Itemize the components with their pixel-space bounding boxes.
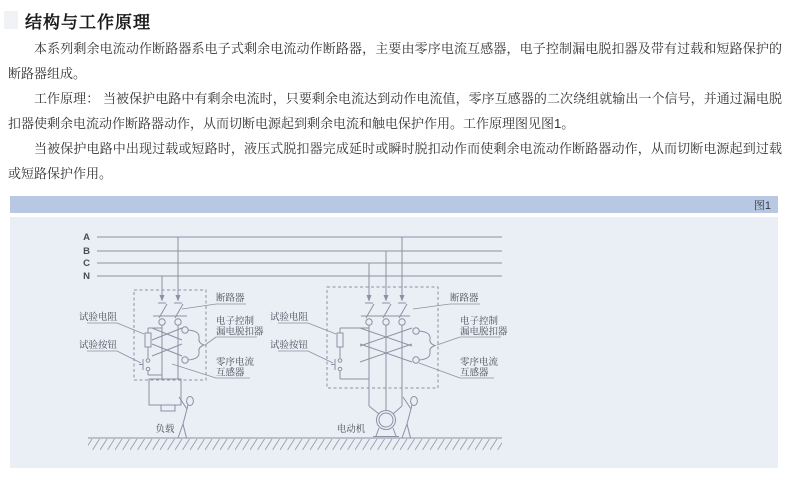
figure-canvas (10, 217, 778, 468)
left-label-ct-1: 零序电流 (216, 357, 255, 368)
bus-label-n: N (83, 271, 90, 282)
right-label-test-resistor: 试验电阻 (269, 312, 308, 323)
right-label-ct-1: 零序电流 (460, 357, 499, 368)
left-release-coil (188, 330, 204, 360)
right-label-motor: 电动机 (336, 424, 366, 435)
paragraph-overview: 本系列剩余电流动作断路器系电子式剩余电流动作断路器，主要由零序电流互感器，电子控制漏电脱扣器及带有过载和短路保护的断路器组成。 (8, 41, 782, 81)
ground-symbol (88, 438, 502, 452)
right-label-test-button: 试验按钮 (269, 340, 308, 351)
right-label-release-2: 漏电脱扣器 (460, 326, 508, 338)
left-circuit (87, 237, 257, 438)
left-person-figure (178, 397, 193, 439)
right-ct-winding (360, 328, 435, 363)
left-label-test-resistor: 试验电阻 (78, 312, 117, 323)
title-bullet-icon (4, 11, 18, 29)
right-circuit (278, 237, 501, 438)
right-breaker-contacts (361, 303, 410, 325)
right-label-ct-2: 互感器 (460, 367, 489, 379)
left-label-ct-2: 互感器 (216, 367, 245, 379)
figure-caption: 图1 (753, 199, 771, 212)
left-test-branch (139, 328, 162, 375)
figure-1-block (10, 196, 778, 468)
left-label-test-button: 试验按钮 (78, 340, 117, 351)
left-label-load: 负载 (155, 424, 175, 435)
left-label-breaker: 断路器 (216, 293, 245, 304)
page-title: 结构与工作原理 (25, 12, 151, 32)
body-text (0, 32, 790, 186)
paragraph-working-principle: 工作原理： 当被保护电路中有剩余电流时，只要剩余电流达到动作电流值，零序互感器的二次绕组就输出一个信号，并通过漏电脱扣器使剩余电流动作断路器动作，从而切断电源起到剩余电流和触电保护作用。工作原理图见图1。 (8, 91, 782, 131)
bus-label-c: C (83, 258, 90, 269)
working-principle-diagram (10, 217, 778, 468)
bus-lines (97, 237, 502, 276)
left-breaker-contacts (153, 303, 187, 325)
right-test-branch (331, 328, 369, 379)
right-breaker-enclosure (327, 287, 438, 388)
section-header (0, 0, 790, 32)
left-load (149, 379, 181, 411)
right-motor (369, 406, 402, 437)
bus-label-b: B (83, 246, 90, 257)
right-release-coil (419, 331, 435, 360)
paragraph-overload-protection: 当被保护电路中出现过载或短路时，液压式脱扣器完成延时或瞬时脱扣动作而使剩余电流动作断路器动作，从而切断电源起到过载或短路保护作用。 (8, 141, 782, 181)
right-person-figure (402, 397, 417, 439)
right-label-breaker: 断路器 (450, 293, 479, 304)
figure-title-bar (10, 196, 778, 213)
left-label-release-2: 漏电脱扣器 (216, 326, 264, 338)
left-label-release-1: 电子控制 (216, 316, 255, 327)
bus-label-a: A (83, 232, 90, 243)
right-label-release-1: 电子控制 (460, 316, 499, 327)
